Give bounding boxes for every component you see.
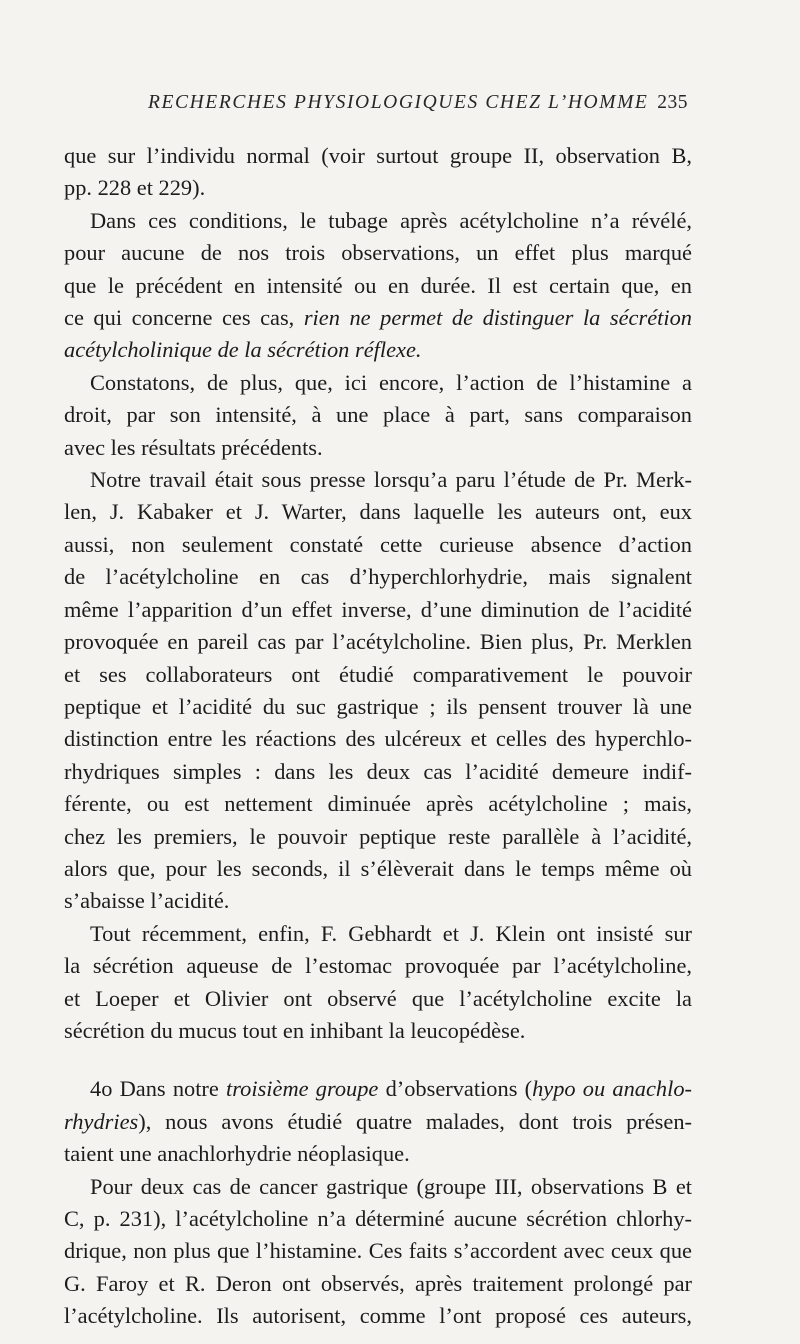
text-line: Constatons, de plus, que, ici encore, l’action de l’histamine a — [90, 369, 692, 395]
text-line: rhydriques simples : dans les deux cas l’acidité demeure indif- — [64, 758, 692, 784]
text-line: ce qui concerne ces cas, rien ne permet de distinguer la sécrétion — [64, 305, 692, 331]
text-line: s’abaisse l’acidité. — [64, 888, 230, 914]
text-line: et Loeper et Olivier ont observé que l’acétylcholine excite la — [64, 985, 692, 1011]
text-line: avec les résultats précédents. — [64, 434, 323, 460]
text-line: C, p. 231), l’acétylcholine n’a déterminé aucune sécrétion chlorhy- — [64, 1206, 692, 1231]
emphasis: hypo ou anachlo- — [532, 1076, 692, 1102]
text-line: Dans ces conditions, le tubage après acétylcholine n’a révélé, — [90, 207, 692, 233]
text-line — [64, 334, 692, 366]
text-line: aussi, non seulement constaté cette curieuse absence d’action — [64, 531, 692, 557]
text-line: même l’apparition d’un effet inverse, d’une diminution de l’acidité — [64, 596, 692, 622]
text-line: alors que, pour les seconds, il s’élèverait dans le temps même où — [64, 855, 692, 881]
text-line: 4o Dans notre troisième groupe d’observations (hypo ou anachlo- — [90, 1076, 692, 1102]
text-line: taient une anachlorhydrie néoplasique. — [64, 1141, 410, 1167]
text-line: pp. 228 et 229). — [64, 175, 206, 201]
text-line: chez les premiers, le pouvoir peptique reste parallèle à l’acidité, — [64, 823, 692, 849]
text-line: la sécrétion aqueuse de l’estomac provoquée par l’acétylcholine, — [64, 953, 692, 979]
text-line: de l’acétylcholine en cas d’hyperchlorhydrie, mais signalent — [64, 564, 692, 590]
emphasis: rhydries — [64, 1108, 139, 1134]
emphasis: troisième groupe — [226, 1076, 379, 1102]
text-line: distinction entre les réactions des ulcéreux et celles des hyperchlo- — [64, 726, 692, 752]
text-line: peptique et l’acidité du suc gastrique ; ils pensent trouver là une — [64, 693, 692, 719]
text-line: Pour deux cas de cancer gastrique (groupe III, observations B et — [90, 1173, 692, 1199]
text-line: drique, non plus que l’histamine. Ces faits s’accordent avec ceux que — [64, 1238, 692, 1264]
text-line: et ses collaborateurs ont étudié comparativement le pouvoir — [64, 661, 692, 687]
text-line: l’acétylcholine. Ils autorisent, comme l’ont proposé ces auteurs, — [64, 1303, 692, 1329]
emphasis: rien ne permet de distinguer la sécrétion — [303, 305, 692, 331]
text-line: sécrétion du mucus tout en inhibant la leucopédèse. — [64, 1017, 526, 1043]
text-line: G. Faroy et R. Deron ont observés, après traitement prolongé par — [64, 1270, 692, 1296]
text-line: pour aucune de nos trois observations, un effet plus marqué — [64, 240, 692, 266]
paragraph-gap — [64, 1047, 692, 1073]
text-line: rhydries), nous avons étudié quatre malades, dont trois présen- — [64, 1108, 692, 1134]
text-line: que le précédent en intensité ou en durée. Il est certain que, en — [64, 272, 692, 298]
text-line: que sur l’individu normal (voir surtout groupe II, observation B, — [64, 143, 692, 168]
text-line: len, J. Kabaker et J. Warter, dans laquelle les auteurs ont, eux — [64, 499, 692, 525]
text-line: provoquée en pareil cas par l’acétylcholine. Bien plus, Pr. Merklen — [64, 629, 692, 655]
running-title: RECHERCHES PHYSIOLOGIQUES CHEZ L’HOMME — [148, 92, 649, 113]
running-header — [148, 92, 688, 118]
emphasis: acétylcholinique de la sécrétion réflexe. — [64, 337, 422, 363]
body-text — [64, 140, 692, 1333]
page-number: 235 — [657, 92, 688, 113]
text-line: Notre travail était sous presse lorsqu’a paru l’étude de Pr. Merk- — [90, 467, 692, 493]
text-line: droit, par son intensité, à une place à part, sans comparaison — [64, 402, 692, 428]
text-line: férente, ou est nettement diminuée après acétylcholine ; mais, — [64, 791, 692, 817]
text-line: Tout récemment, enfin, F. Gebhardt et J. Klein ont insisté sur — [90, 920, 692, 946]
